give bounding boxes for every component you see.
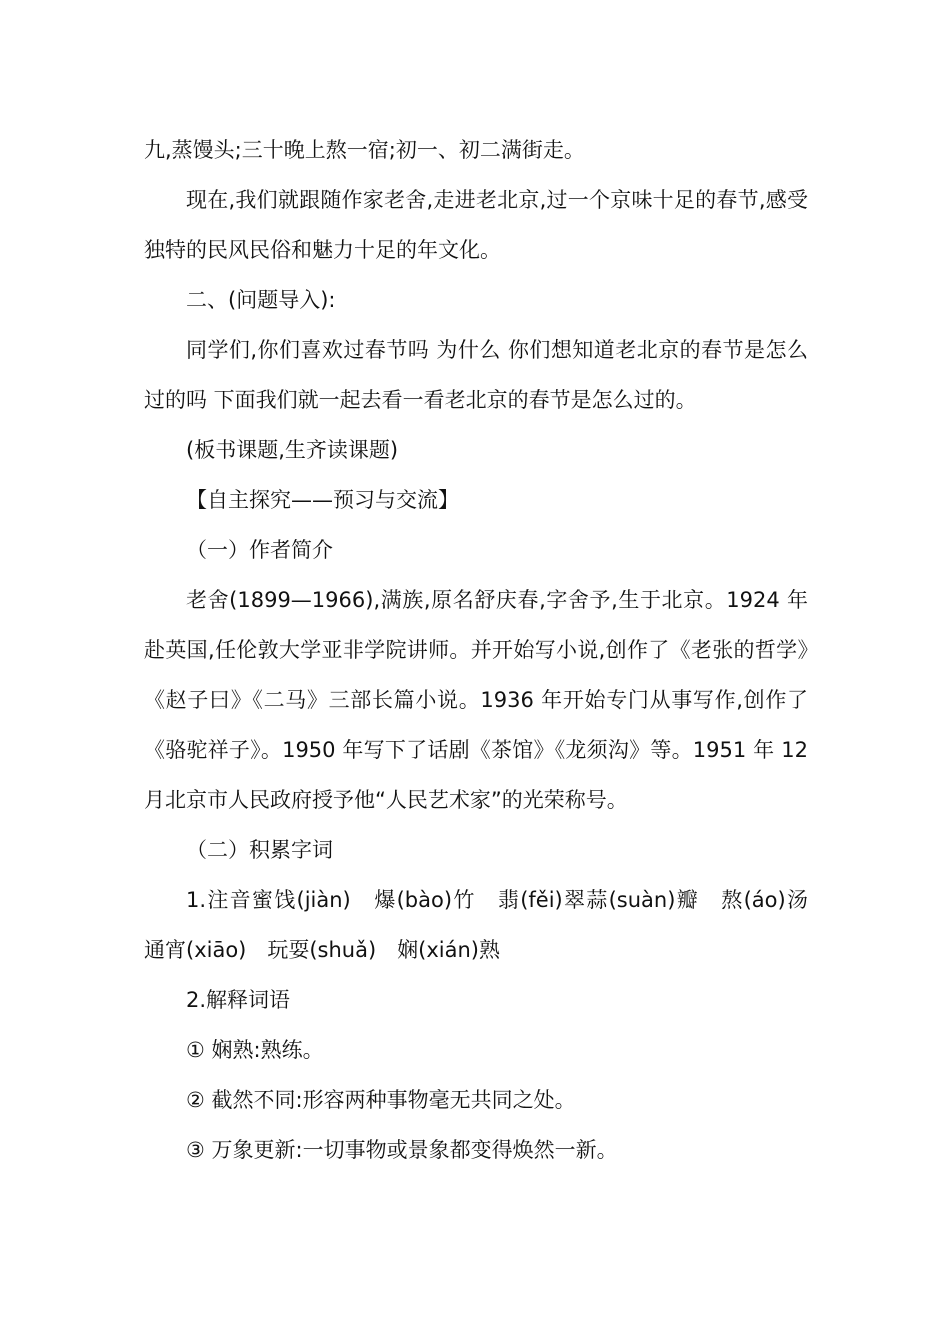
document-body (144, 125, 829, 1175)
definition-item: ③ 万象更新:一切事物或景象都变得焕然一新。 (186, 1138, 618, 1162)
paragraph-board-title: (板书课题,生齐读课题) (186, 438, 399, 462)
subheading-vocabulary: （二）积累字词 (186, 838, 333, 862)
definition-item: ② 截然不同:形容两种事物毫无共同之处。 (186, 1088, 576, 1112)
paragraph-intro: 现在,我们就跟随作家老舍,走进老北京,过一个京味十足的春节,感受独特的民风民俗和魅力十足的年文化。 (144, 188, 808, 262)
paragraph-question: 同学们,你们喜欢过春节吗 为什么 你们想知道老北京的春节是怎么过的吗 下面我们就一起去看一看老北京的春节是怎么过的。 (144, 338, 808, 412)
subheading-explain-words: 2.解释词语 (186, 988, 291, 1012)
paragraph-pronunciation: 1.注音蜜饯(jiàn) 爆(bào)竹 翡(fěi)翠蒜(suàn)瓣 熬(áo)汤 通宵(xiāo) 玩耍(shuǎ) 娴(xián)熟 (144, 888, 829, 962)
paragraph-custom-saying: 九,蒸馒头;三十晚上熬一宿;初一、初二满街走。 (144, 138, 585, 162)
paragraph-author-bio: 老舍(1899—1966),满族,原名舒庆春,字舍予,生于北京。1924 年赴英国,任伦敦大学亚非学院讲师。并开始写小说,创作了《老张的哲学》《赵子曰》《二马》三部长篇小说。1936 年开始专门从事写作,创作了《骆驼祥子》。1950 年写下了话剧《茶馆》《龙须沟》等。1951 年 12 月北京市人民政府授予他“人民艺术家”的光荣称号。 (144, 588, 808, 812)
section-heading-self-study: 【自主探究——预习与交流】 (186, 488, 459, 512)
section-heading-question: 二、(问题导入): (186, 288, 336, 312)
subheading-author: （一）作者简介 (186, 538, 333, 562)
definition-item: ① 娴熟:熟练。 (186, 1038, 324, 1062)
